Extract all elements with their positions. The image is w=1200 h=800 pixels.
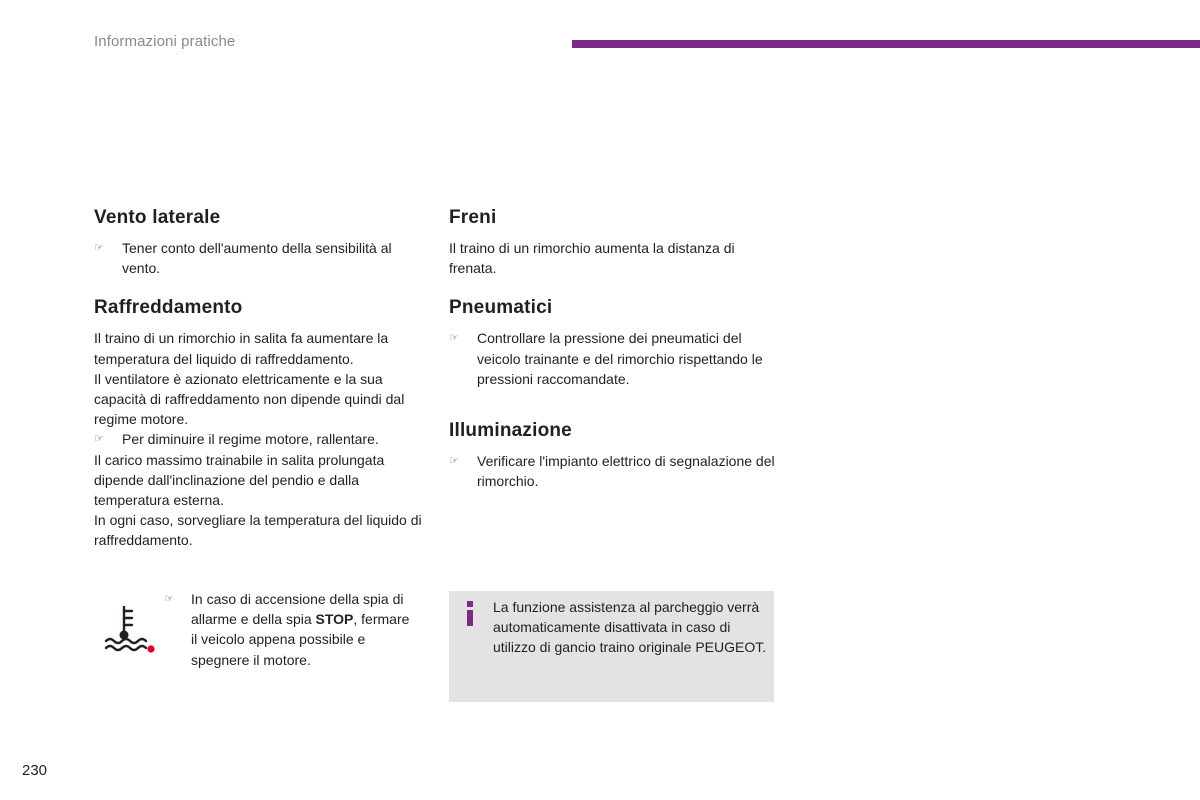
paragraph: Il ventilatore è azionato elettricamente e la sua capacità di raffreddamento non dipende quindi dal regime motore. [94,370,405,428]
paragraph: Il traino di un rimorchio aumenta la distanza di frenata. [449,240,735,277]
section-vento-laterale [94,206,424,278]
bullet-item: ☞ Verificare l'impianto elettrico di segnalazione del rimorchio. [449,453,775,490]
paragraph: Il traino di un rimorchio in salita fa aumentare la temperatura del liquido di raffreddamento. [94,330,389,367]
coolant-temperature-icon [100,603,156,653]
info-icon [463,599,477,627]
header-accent-bar [572,40,1200,48]
pointing-hand-icon: ☞ [94,433,104,446]
bullet-item: ☞ Per diminuire il regime motore, rallentare. [94,429,424,449]
bullet-item: ☞ Controllare la pressione dei pneumatici del veicolo trainante e del rimorchio rispettando le pressioni raccomandate. [449,330,763,387]
heading-raffreddamento: Raffreddamento [94,297,243,319]
left-column [94,206,424,569]
bullet-item: ☞ Tener conto dell'aumento della sensibilità al vento. [94,240,392,277]
pointing-hand-icon: ☞ [164,593,174,605]
section-illuminazione [449,419,779,491]
warning-note [94,589,424,679]
section-raffreddamento [94,296,424,550]
heading-vento-laterale: Vento laterale [94,207,221,228]
info-note [449,591,774,702]
heading-illuminazione: Illuminazione [449,420,572,442]
right-column [449,206,779,509]
heading-pneumatici: Pneumatici [449,297,553,319]
paragraph: In ogni caso, sorvegliare la temperatura del liquido di raffreddamento. [94,512,422,549]
section-pneumatici [449,296,779,389]
info-text: La funzione assistenza al parcheggio verrà automaticamente disattivata in caso di utilizzo di gancio traino originale PEUGEOT. [493,599,767,656]
page-number: 230 [22,762,48,779]
pointing-hand-icon: ☞ [449,455,459,468]
warning-text: ☞ In caso di accensione della spia di allarme e della spia STOP, fermare il veicolo appena possibile e spegnere il motore. [164,591,410,668]
section-freni [449,206,779,278]
pointing-hand-icon: ☞ [449,332,459,345]
paragraph: Il carico massimo trainabile in salita prolungata dipende dall'inclinazione del pendio e dalla temperatura esterna. [94,451,385,509]
pointing-hand-icon: ☞ [94,242,104,254]
stop-label: STOP [315,611,354,628]
section-title: Informazioni pratiche [94,33,236,50]
heading-freni: Freni [449,207,497,228]
